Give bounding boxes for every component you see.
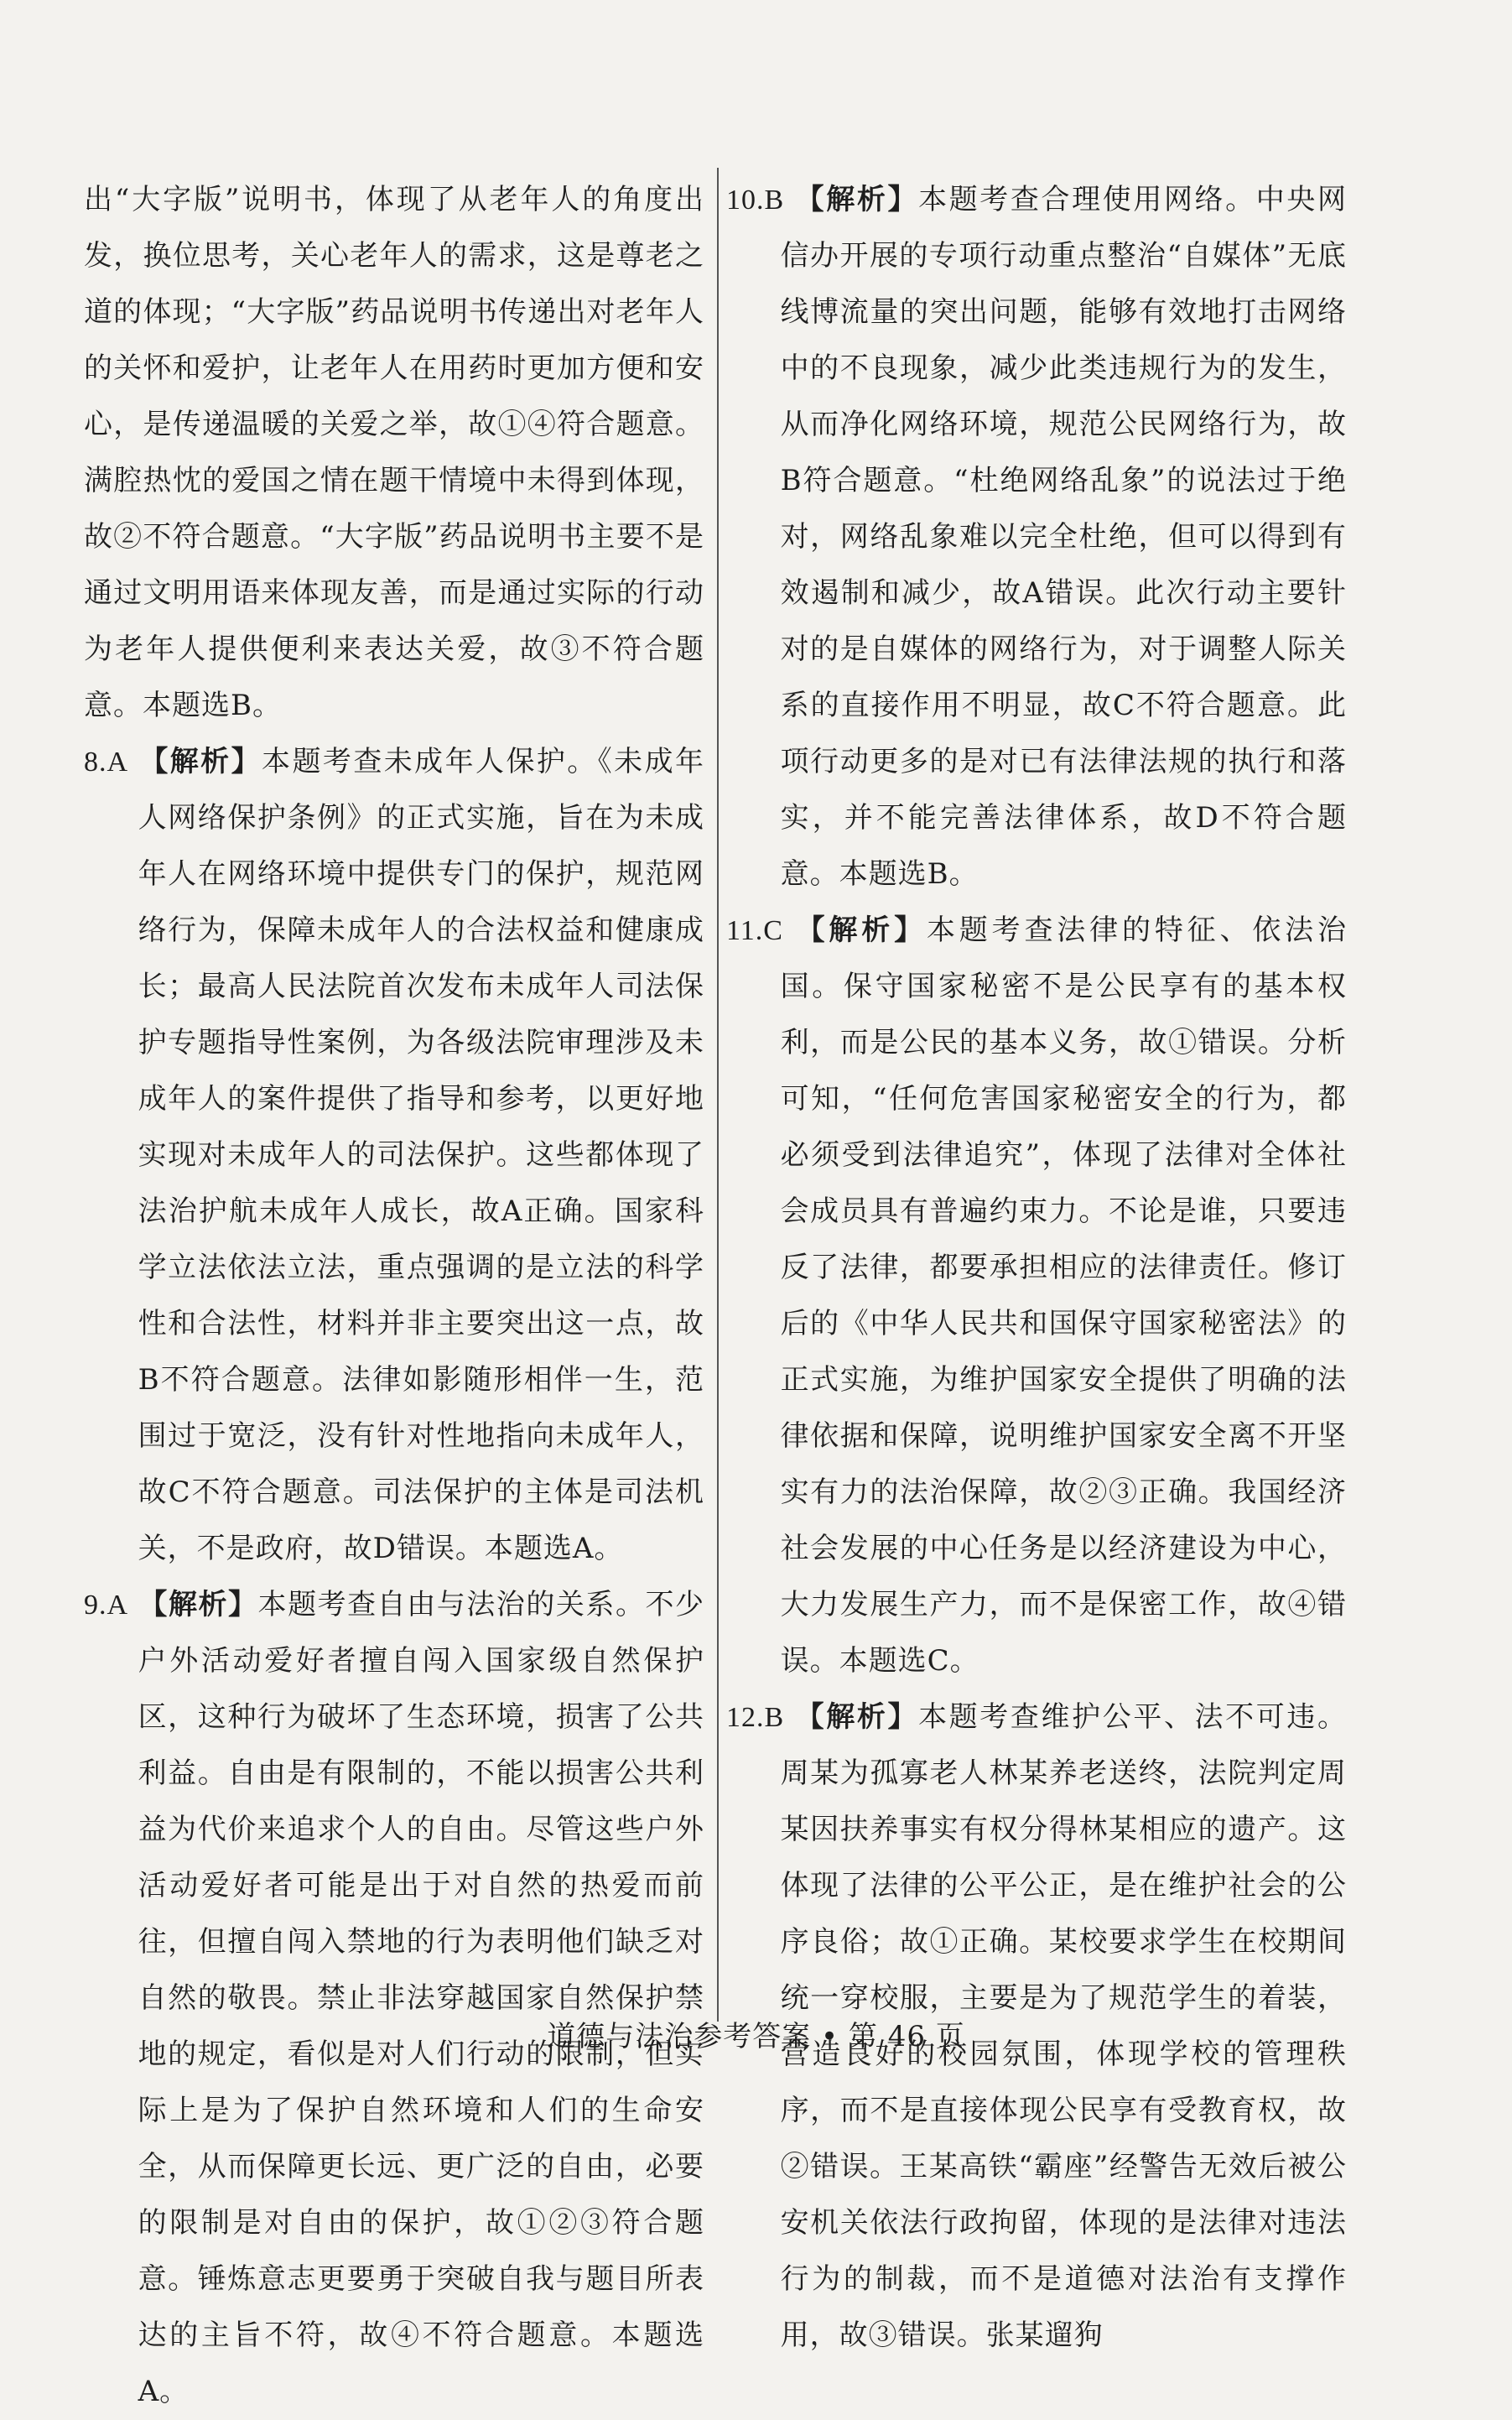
item-answer: B: [764, 185, 785, 216]
item-number: 11.: [726, 915, 764, 946]
item-explanation: 本题考查法律的特征、依法治国。保守国家秘密不是公民享有的基本权利，而是公民的基本义务，故①错误。分析可知，“任何危害国家秘密安全的行为，都必须受到法律追究”，体现了法律对全体社会成员具有普遍约束力。不论是谁，只要违反了法律，都要承担相应的法律责任。修订后的《中华人民共和国保守国家秘密法》的正式实施，为维护国家安全提供了明确的法律依据和保障，说明维护国家安全离不开坚实有力的法治保障，故②③正确。我国经济社会发展的中心任务是以经济建设为中心，大力发展生产力，而不是保密工作，故④错误。本题选C。: [780, 913, 1348, 1678]
item-explanation: 本题考查维护公平、法不可违。周某为孤寡老人林某养老送终，法院判定周某因扶养事实有权分得林某相应的遗产。这体现了法律的公平公正，是在维护社会的公序良俗；故①正确。某校要求学生在校期间统一穿校服，主要是为了规范学生的着装，营造良好的校园氛围，体现学校的管理秩序，而不是直接体现公民享有受教育权，故②错误。王某高铁“霸座”经警告无效后被公安机关依法行政拘留，体现的是法律对违法行为的制裁，而不是道德对法治有支撑作用，故③错误。张某遛狗: [780, 1700, 1348, 2352]
item-number: 10.: [726, 185, 765, 216]
answer-item-11: [726, 903, 1347, 1689]
item-answer: A: [107, 1590, 129, 1621]
item-explanation: 本题考查自由与法治的关系。不少户外活动爱好者擅自闯入国家级自然保护区，这种行为破坏了生态环境，损害了公共利益。自由是有限制的，不能以损害公共利益为代价来追求个人的自由。尽管这些户外活动爱好者可能是出于对自然的热爱而前往，但擅自闯入禁地的行为表明他们缺乏对自然的敬畏。禁止非法穿越国家自然保护禁地的规定，看似是对人们行动的限制，但实际上是为了保护自然环境和人们的生命安全，从而保障更长远、更广泛的自由，必要的限制是对自由的保护，故①②③符合题意。锤炼意志更要勇于突破自我与题目所表达的主旨不符，故④不符合题意。本题选A。: [138, 1588, 705, 2408]
item-explanation: 本题考查未成年人保护。《未成年人网络保护条例》的正式实施，旨在为未成年人在网络环境中提供专门的保护，规范网络行为，保障未成年人的合法权益和健康成长；最高人民法院首次发布未成年人司法保护专题指导性案例，为各级法院审理涉及未成年人的案件提供了指导和参考，以更好地实现对未成年人的司法保护。这些都体现了法治护航未成年人成长，故A正确。国家科学立法依法立法，重点强调的是立法的科学性和合法性，材料并非主要突出这一点，故B不符合题意。法律如影随形相伴一生，范围过于宽泛，没有针对性地指向未成年人，故C不符合题意。司法保护的主体是司法机关，不是政府，故D错误。本题选A。: [138, 745, 705, 1565]
item-number: 9.: [84, 1590, 107, 1621]
item-number: 12.: [726, 1702, 765, 1733]
analysis-tag: 【解析】: [795, 1700, 919, 1734]
continuation-paragraph: 出“大字版”说明书，体现了从老年人的角度出发，换位思考，关心老年人的需求，这是尊老之道的体现；“大字版”药品说明书传递出对老年人的关怀和爱护，让老年人在用药时更加方便和安心，是传递温暖的关爱之举，故①④符合题意。满腔热忱的爱国之情在题干情境中未得到体现，故②不符合题意。“大字版”药品说明书主要不是通过文明用语来体现友善，而是通过实际的行动为老年人提供便利来表达关爱，故③不符合题意。本题选B。: [84, 183, 704, 722]
item-number: 8.: [84, 747, 107, 778]
column-divider: [717, 168, 719, 2022]
answer-item-8: [84, 734, 704, 1577]
analysis-tag: 【解析】: [138, 1588, 258, 1621]
analysis-tag: 【解析】: [796, 913, 927, 947]
answer-item-9: [84, 1577, 704, 2420]
item-answer: B: [764, 1702, 785, 1733]
analysis-tag: 【解析】: [795, 183, 919, 216]
left-column: [84, 172, 704, 2420]
analysis-tag: 【解析】: [139, 745, 262, 778]
answer-item-10: [726, 172, 1347, 903]
page-footer: 道德与法治参考答案 • 第 46 页: [547, 2020, 965, 2053]
item-answer: A: [107, 747, 129, 778]
item-explanation: 本题考查合理使用网络。中央网信办开展的专项行动重点整治“自媒体”无底线博流量的突出问题，能够有效地打击网络中的不良现象，减少此类违规行为的发生，从而净化网络环境，规范公民网络行为，故B符合题意。“杜绝网络乱象”的说法过于绝对，网络乱象难以完全杜绝，但可以得到有效遏制和减少，故A错误。此次行动主要针对的是自媒体的网络行为，对于调整人际关系的直接作用不明显，故C不符合题意。此项行动更多的是对已有法律法规的执行和落实，并不能完善法律体系，故D不符合题意。本题选B。: [780, 183, 1348, 891]
item-answer: C: [763, 915, 783, 946]
